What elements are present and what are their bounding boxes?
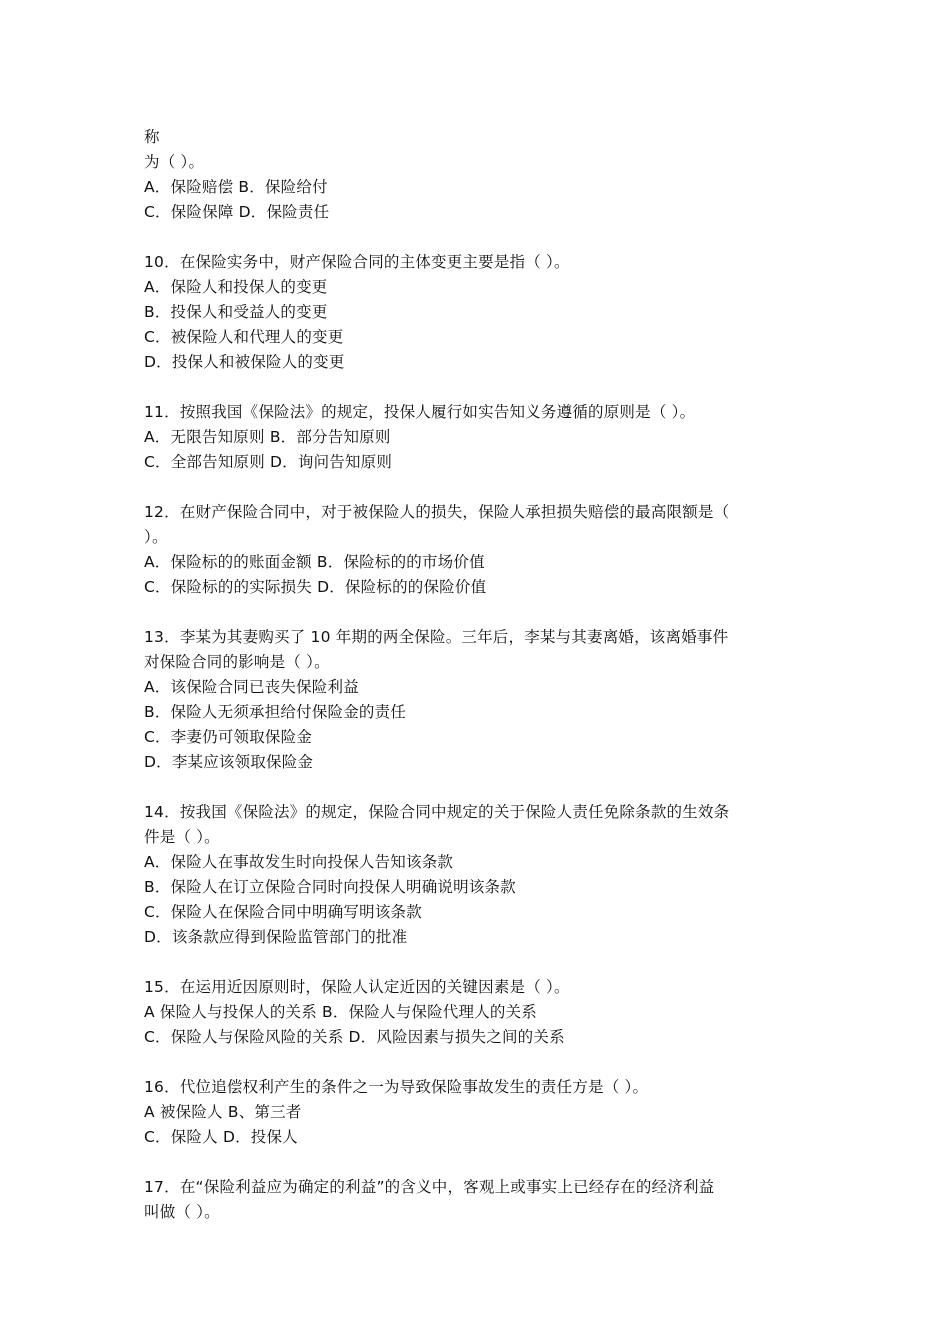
document-body [144,125,804,1225]
answer-option-d: D．李某应该领取保险金 [144,753,314,771]
answer-options: C．保险人与保险风险的关系 D．风险因素与损失之间的关系 [144,1028,565,1046]
answer-options: A 保险人与投保人的关系 B．保险人与保险代理人的关系 [144,1003,537,1021]
answer-options: A 被保险人 B、第三者 [144,1103,302,1121]
question-text: 16．代位追偿权利产生的条件之一为导致保险事故发生的责任方是（ ）。 [144,1078,649,1096]
question-13 [144,625,804,775]
question-text: 14．按我国《保险法》的规定，保险合同中规定的关于保险人责任免除条款的生效条 [144,803,730,821]
answer-option-b: B．投保人和受益人的变更 [144,303,328,321]
answer-option-a: A．该保险合同已丧失保险利益 [144,678,359,696]
question-text: 13．李某为其妻购买了 10 年期的两全保险。三年后，李某与其妻离婚，该离婚事件 [144,628,729,646]
question-12 [144,500,804,600]
question-text: 10．在保险实务中，财产保险合同的主体变更主要是指（ ）。 [144,253,570,271]
question-17 [144,1175,804,1225]
question-16 [144,1075,804,1150]
question-14 [144,800,804,950]
question-text: 为（ ）。 [144,153,205,171]
answer-option-b: B．保险人在订立保险合同时向投保人明确说明该条款 [144,878,516,896]
answer-options: C．保险保障 D．保险责任 [144,203,330,221]
answer-option-b: B．保险人无须承担给付保险金的责任 [144,703,407,721]
question-10 [144,250,804,375]
question-text: 叫做（ ）。 [144,1203,220,1221]
question-text: 称 [144,128,160,146]
question-text: 15．在运用近因原则时，保险人认定近因的关键因素是（ ）。 [144,978,570,996]
question-text: 17．在“保险利益应为确定的利益”的含义中，客观上或事实上已经存在的经济利益 [144,1178,715,1196]
question-11 [144,400,804,475]
answer-option-c: C．李妻仍可领取保险金 [144,728,313,746]
answer-options: C．保险人 D．投保人 [144,1128,298,1146]
question-text: 11．按照我国《保险法》的规定，投保人履行如实告知义务遵循的原则是（ ）。 [144,403,696,421]
question-text: 12．在财产保险合同中，对于被保险人的损失，保险人承担损失赔偿的最高限额是（ [144,503,730,521]
question-9-continued [144,125,804,225]
answer-option-a: A．保险人和投保人的变更 [144,278,328,296]
question-15 [144,975,804,1050]
answer-option-c: C．保险人在保险合同中明确写明该条款 [144,903,422,921]
question-text: 对保险合同的影响是（ ）。 [144,653,330,671]
answer-option-a: A．保险人在事故发生时向投保人告知该条款 [144,853,454,871]
answer-options: A．保险标的的账面金额 B．保险标的的市场价值 [144,553,485,571]
answer-options: A．无限告知原则 B．部分告知原则 [144,428,391,446]
answer-options: C．全部告知原则 D．询问告知原则 [144,453,393,471]
question-text: ）。 [144,528,168,546]
answer-options: C．保险标的的实际损失 D．保险标的的保险价值 [144,578,487,596]
answer-options: A．保险赔偿 B．保险给付 [144,178,328,196]
answer-option-d: D．投保人和被保险人的变更 [144,353,345,371]
answer-option-d: D．该条款应得到保险监管部门的批准 [144,928,408,946]
question-text: 件是（ ）。 [144,828,220,846]
answer-option-c: C．被保险人和代理人的变更 [144,328,344,346]
